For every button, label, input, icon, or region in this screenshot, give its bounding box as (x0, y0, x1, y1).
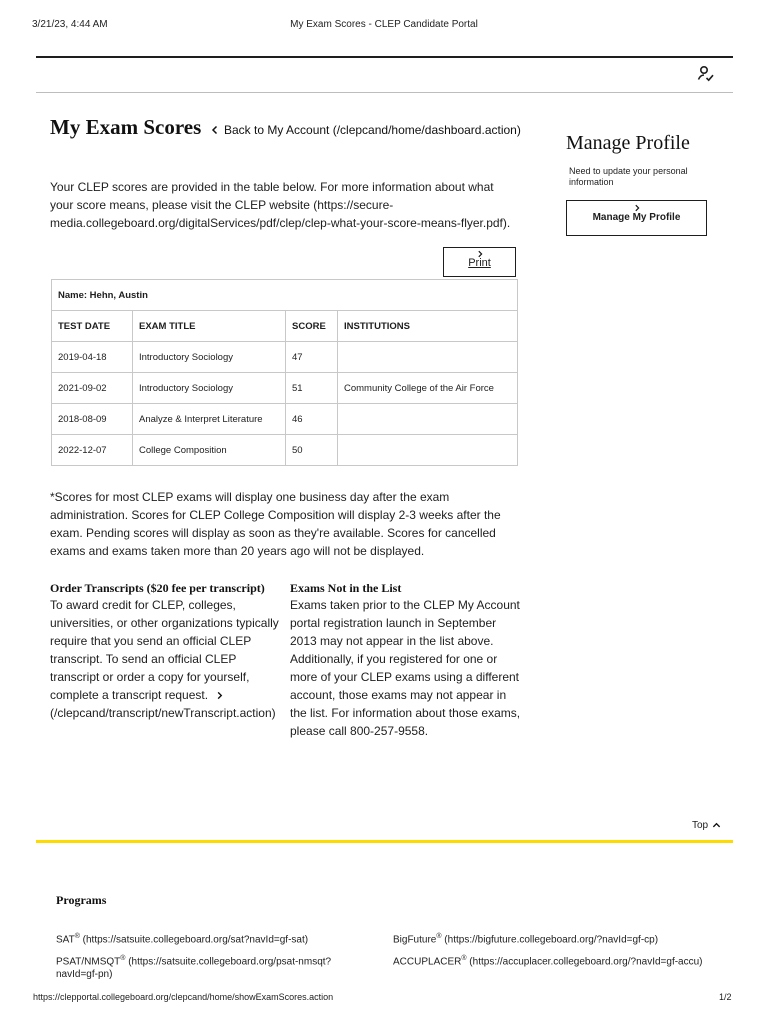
manage-profile-description: Need to update your personal information (569, 166, 688, 187)
manage-profile-title: Manage Profile (566, 132, 690, 154)
print-date: 3/21/23, 4:44 AM (32, 19, 108, 30)
scores-footnote: *Scores for most CLEP exams will display one business day after the exam administration. Scores for CLEP College Composition will display 2-3 weeks after the exam. Pending scores will display as soon as they're available. Scores for cancelled exams and exams taken more than 20 years ago will not be displayed. (50, 490, 501, 558)
cell-test-date: 2019-04-18 (52, 342, 133, 373)
cell-exam-title: Analyze & Interpret Literature (133, 404, 286, 435)
psat-name: PSAT/NMSQT (56, 956, 121, 968)
header-exam-title: EXAM TITLE (133, 311, 286, 342)
cell-institutions: Community College of the Air Force (338, 373, 518, 404)
print-footer-url: https://clepportal.collegeboard.org/clepcand/home/showExamScores.action (33, 992, 334, 1002)
back-link-label: Back to My Account (/clepcand/home/dashboard.action) (224, 123, 521, 137)
order-transcripts-section (50, 581, 282, 722)
registered-mark: ® (120, 955, 126, 962)
exams-not-listed-heading: Exams Not in the List (290, 581, 402, 595)
cell-institutions (338, 342, 518, 373)
cell-exam-title: College Composition (133, 435, 286, 466)
exams-not-listed-section (290, 581, 522, 740)
top-label: Top (692, 820, 709, 831)
back-to-top-link[interactable] (692, 820, 721, 831)
accuplacer-link[interactable] (393, 952, 703, 968)
table-row (52, 404, 518, 435)
cell-score: 50 (286, 435, 338, 466)
intro-text: Your CLEP scores are provided in the table below. For more information about what your score means, please visit the CLEP website (https://secure-media.collegeboard.org/digitalServices/pdf/clep/clep-what-your-score-means-flyer.pdf). (50, 180, 511, 230)
bigfuture-name: BigFuture (393, 934, 437, 946)
chevron-left-icon (210, 125, 220, 135)
registered-mark: ® (74, 933, 80, 940)
registered-mark: ® (461, 955, 467, 962)
scores-table (51, 279, 518, 466)
cell-score: 47 (286, 342, 338, 373)
print-label: Print (468, 257, 491, 269)
accuplacer-url: (https://accuplacer.collegeboard.org/?navId=gf-accu) (466, 956, 703, 968)
cell-exam-title: Introductory Sociology (133, 373, 286, 404)
sat-url: (https://satsuite.collegeboard.org/sat?navId=gf-sat) (79, 934, 309, 946)
bigfuture-link[interactable] (393, 930, 658, 946)
candidate-name: Name: Hehn, Austin (52, 280, 518, 311)
back-to-account-link[interactable] (210, 123, 521, 137)
footer-divider (36, 840, 733, 843)
psat-link[interactable] (56, 952, 356, 981)
cell-test-date: 2021-09-02 (52, 373, 133, 404)
cell-score: 51 (286, 373, 338, 404)
account-check-icon[interactable] (696, 64, 716, 84)
manage-my-profile-button[interactable] (566, 200, 707, 236)
cell-institutions (338, 435, 518, 466)
sat-link[interactable] (56, 930, 308, 946)
header-test-date: TEST DATE (52, 311, 133, 342)
exams-not-listed-text: Exams taken prior to the CLEP My Account portal registration launch in September 2013 may not appear in the list above. Additionally, if you registered for one or more of your CLEP exams using a different account, those exams may not appear in the list. For information about those exams, please call 800-257-9558. (290, 598, 521, 738)
print-page-title: My Exam Scores - CLEP Candidate Portal (290, 19, 478, 30)
header-score: SCORE (286, 311, 338, 342)
table-row (52, 373, 518, 404)
cell-institutions (338, 404, 518, 435)
cell-exam-title: Introductory Sociology (133, 342, 286, 373)
chevron-right-icon (633, 204, 641, 212)
accuplacer-name: ACCUPLACER (393, 956, 462, 968)
cell-score: 46 (286, 404, 338, 435)
table-header-row (52, 311, 518, 342)
bigfuture-url: (https://bigfuture.collegeboard.org/?navId=gf-cp) (441, 934, 659, 946)
chevron-up-icon (712, 821, 721, 830)
sat-name: SAT (56, 934, 75, 946)
manage-my-profile-label: Manage My Profile (592, 212, 681, 223)
transcript-request-link[interactable]: (/clepcand/transcript/newTranscript.action) (50, 706, 276, 720)
print-button[interactable] (443, 247, 516, 277)
name-row (52, 280, 518, 311)
order-transcripts-heading: Order Transcripts ($20 fee per transcript) (50, 581, 265, 595)
table-row (52, 342, 518, 373)
order-transcripts-text: To award credit for CLEP, colleges, universities, or other organizations typically require that you send an official CLEP transcript. To send an official CLEP transcript or order a copy for yourself, complete a transcript request. (50, 598, 279, 702)
programs-heading: Programs (56, 893, 107, 907)
table-row (52, 435, 518, 466)
cell-test-date: 2018-08-09 (52, 404, 133, 435)
header-top-border (36, 56, 733, 58)
psat-url: (https://satsuite.collegeboard.org/psat-nmsqt?navId=gf-pn) (56, 956, 332, 981)
page-title: My Exam Scores (50, 115, 202, 139)
registered-mark: ® (436, 933, 442, 940)
header-bottom-border (36, 92, 733, 93)
cell-test-date: 2022-12-07 (52, 435, 133, 466)
print-page-number: 1/2 (719, 992, 732, 1002)
chevron-right-icon (215, 691, 224, 700)
header-institutions: INSTITUTIONS (338, 311, 518, 342)
